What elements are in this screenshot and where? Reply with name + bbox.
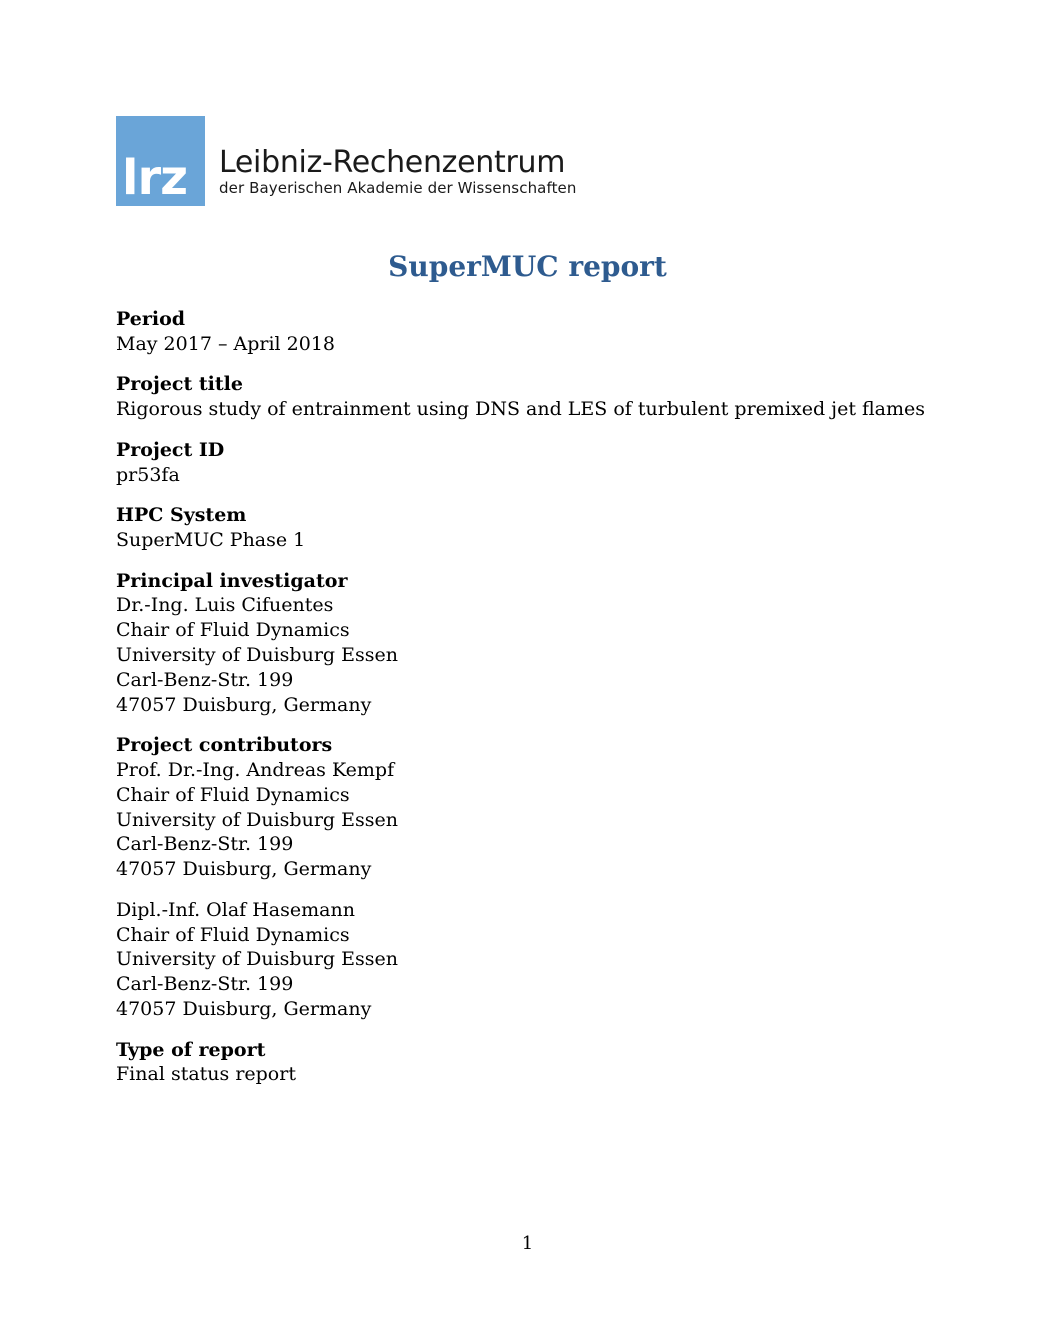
report-title: SuperMUC report bbox=[388, 250, 667, 283]
project-id-value: pr53fa bbox=[116, 463, 180, 486]
pi-chair: Chair of Fluid Dynamics bbox=[116, 619, 350, 642]
project-id-heading: Project ID bbox=[116, 438, 225, 461]
contributor-university: University of Duisburg Essen bbox=[116, 948, 398, 971]
principal-investigator-section bbox=[116, 569, 996, 718]
contributor-university: University of Duisburg Essen bbox=[116, 808, 398, 831]
period-heading: Period bbox=[116, 308, 186, 330]
contributor-name: Prof. Dr.-Ing. Andreas Kempf bbox=[116, 758, 395, 781]
contributor-chair: Chair of Fluid Dynamics bbox=[116, 923, 350, 946]
contributor-city: 47057 Duisburg, Germany bbox=[116, 858, 372, 881]
lrz-logo bbox=[116, 116, 577, 206]
lrz-logo-mark-text: lrz bbox=[122, 150, 188, 206]
report-content bbox=[116, 307, 996, 1103]
period-section bbox=[116, 307, 996, 357]
lrz-logo-mark bbox=[116, 116, 205, 206]
hpc-system-heading: HPC System bbox=[116, 504, 247, 527]
pi-street: Carl-Benz-Str. 199 bbox=[116, 668, 294, 691]
type-of-report-heading: Type of report bbox=[116, 1038, 266, 1061]
lrz-logo-subtitle: der Bayerischen Akademie der Wissenschaften bbox=[219, 179, 577, 197]
contributor-street: Carl-Benz-Str. 199 bbox=[116, 973, 294, 996]
project-title-section bbox=[116, 372, 996, 422]
contributor-street: Carl-Benz-Str. 199 bbox=[116, 833, 294, 856]
contributor-city: 47057 Duisburg, Germany bbox=[116, 997, 372, 1020]
project-contributors-heading: Project contributors bbox=[116, 734, 333, 757]
contributor-kempf bbox=[116, 758, 996, 882]
project-contributors-section bbox=[116, 733, 996, 1022]
contributor-hasemann bbox=[116, 898, 996, 1022]
type-of-report-section bbox=[116, 1038, 996, 1088]
principal-investigator-heading: Principal investigator bbox=[116, 569, 348, 592]
project-title-heading: Project title bbox=[116, 373, 243, 396]
project-id-section bbox=[116, 438, 996, 488]
period-value: May 2017 – April 2018 bbox=[116, 332, 336, 355]
hpc-system-value: SuperMUC Phase 1 bbox=[116, 528, 306, 551]
pi-name: Dr.-Ing. Luis Cifuentes bbox=[116, 594, 334, 617]
hpc-system-section bbox=[116, 503, 996, 553]
contributor-name: Dipl.-Inf. Olaf Hasemann bbox=[116, 898, 355, 921]
lrz-logo-text bbox=[219, 147, 577, 197]
contributor-chair: Chair of Fluid Dynamics bbox=[116, 783, 350, 806]
page-number: 1 bbox=[521, 1233, 534, 1254]
type-of-report-value: Final status report bbox=[116, 1063, 296, 1086]
pi-city: 47057 Duisburg, Germany bbox=[116, 693, 372, 716]
project-title-value: Rigorous study of entrainment using DNS and LES of turbulent premixed jet flames bbox=[116, 398, 926, 421]
pi-university: University of Duisburg Essen bbox=[116, 643, 398, 666]
lrz-logo-name: Leibniz-Rechenzentrum bbox=[219, 145, 566, 180]
